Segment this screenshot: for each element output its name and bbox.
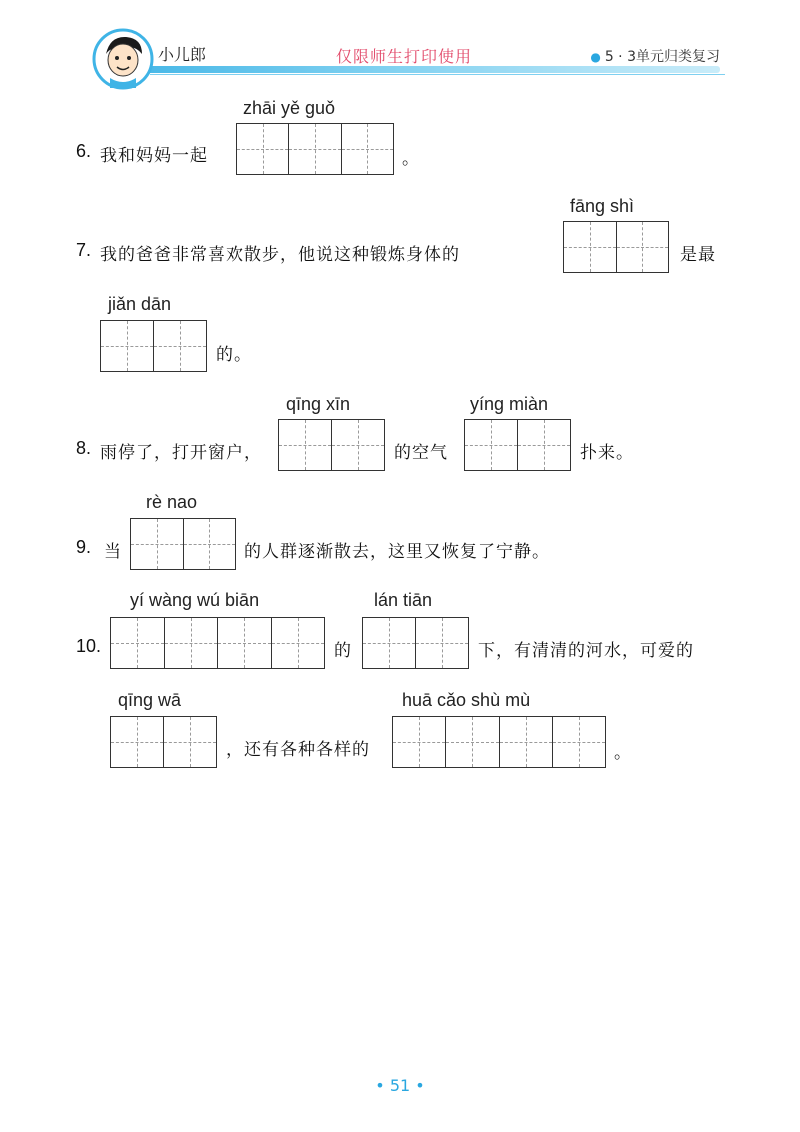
q6-answer-grid[interactable] <box>236 123 394 175</box>
q9-number: 9. <box>76 537 92 557</box>
q9-pinyin: rè nao <box>146 492 198 512</box>
q8-text-after: 扑来。 <box>580 443 634 463</box>
q8-text-before: 雨停了，打开窗户， <box>100 443 262 463</box>
grid-cell[interactable] <box>446 717 499 767</box>
grid-cell[interactable] <box>218 618 272 668</box>
q6-text-after: 。 <box>402 149 420 169</box>
q10-answer-grid-2[interactable] <box>362 617 469 669</box>
q8-answer-grid-1[interactable] <box>278 419 385 471</box>
q7-text-mid: 是最 <box>680 245 716 265</box>
section-title: 5 · 3单元归类复习 <box>604 49 720 65</box>
q9-text-after: 的人群逐渐散去，这里又恢复了宁静。 <box>244 542 550 562</box>
grid-cell[interactable] <box>564 222 617 272</box>
grid-cell[interactable] <box>111 717 164 767</box>
q7-text-after: 的。 <box>216 345 252 365</box>
q7-answer-grid-1[interactable] <box>563 221 669 273</box>
q8-answer-grid-2[interactable] <box>464 419 571 471</box>
q10-number: 10. <box>76 636 102 656</box>
brand-name: 小儿郎 <box>158 45 207 64</box>
grid-cell[interactable] <box>553 717 605 767</box>
grid-cell[interactable] <box>465 420 518 470</box>
grid-cell[interactable] <box>184 519 236 569</box>
q8-number: 8. <box>76 438 92 458</box>
grid-cell[interactable] <box>272 618 325 668</box>
header-line <box>150 74 725 75</box>
q10-text-mid-3: ，还有各种各样的 <box>226 740 370 760</box>
grid-cell[interactable] <box>164 717 216 767</box>
grid-cell[interactable] <box>111 618 165 668</box>
q10-text-mid-1: 的 <box>334 641 352 661</box>
grid-cell[interactable] <box>165 618 219 668</box>
grid-cell[interactable] <box>332 420 384 470</box>
q6-number: 6. <box>76 141 92 161</box>
grid-cell[interactable] <box>279 420 332 470</box>
grid-cell[interactable] <box>289 124 341 174</box>
q6-text-before: 我和妈妈一起 <box>100 146 208 166</box>
q6-pinyin: zhāi yě guǒ <box>243 98 336 118</box>
q10-answer-grid-3[interactable] <box>110 716 217 768</box>
q7-pinyin-2: jiǎn dān <box>108 294 172 314</box>
grid-cell[interactable] <box>363 618 416 668</box>
grid-cell[interactable] <box>518 420 570 470</box>
q9-text-before: 当 <box>104 542 122 562</box>
section-label <box>590 46 720 66</box>
bullet-icon: ● <box>590 50 601 64</box>
q10-answer-grid-4[interactable] <box>392 716 606 768</box>
page-number: • 51 • <box>375 1076 425 1095</box>
grid-cell[interactable] <box>416 618 468 668</box>
q7-text-before: 我的爸爸非常喜欢散步，他说这种锻炼身体的 <box>100 245 460 265</box>
q8-pinyin-2: yíng miàn <box>470 394 549 414</box>
grid-cell[interactable] <box>617 222 669 272</box>
q7-pinyin-1: fāng shì <box>570 196 635 216</box>
q8-pinyin-1: qīng xīn <box>286 394 351 414</box>
q10-pinyin-1: yí wàng wú biān <box>130 590 260 610</box>
q10-text-after: 。 <box>614 743 632 763</box>
q10-text-mid-2: 下，有清清的河水，可爱的 <box>478 641 694 661</box>
grid-cell[interactable] <box>342 124 393 174</box>
grid-cell[interactable] <box>101 321 154 371</box>
q8-text-mid: 的空气 <box>394 443 448 463</box>
q10-answer-grid-1[interactable] <box>110 617 325 669</box>
q10-pinyin-2: lán tiān <box>374 590 433 610</box>
header-bar <box>100 66 720 73</box>
grid-cell[interactable] <box>393 717 446 767</box>
q9-answer-grid[interactable] <box>130 518 236 570</box>
q10-pinyin-4: huā cǎo shù mù <box>402 690 531 710</box>
grid-cell[interactable] <box>131 519 184 569</box>
print-banner: 仅限师生打印使用 <box>336 47 473 66</box>
grid-cell[interactable] <box>237 124 289 174</box>
q10-pinyin-3: qīng wā <box>118 690 182 710</box>
q7-answer-grid-2[interactable] <box>100 320 207 372</box>
grid-cell[interactable] <box>154 321 206 371</box>
grid-cell[interactable] <box>500 717 553 767</box>
q7-number: 7. <box>76 240 92 260</box>
boy-mascot-icon <box>92 28 154 90</box>
